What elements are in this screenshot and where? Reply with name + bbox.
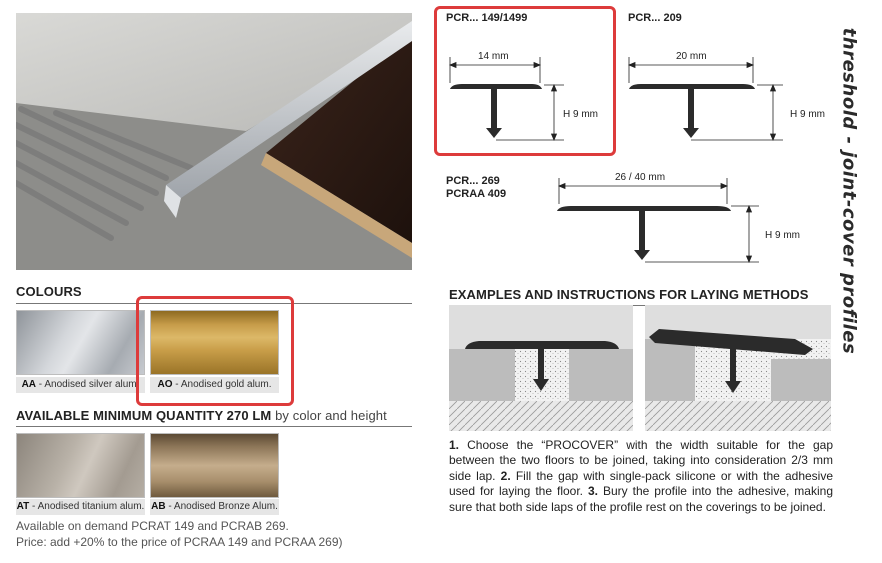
- profile-209-height: H 9 mm: [790, 109, 825, 120]
- swatch-ab-label: AB - Anodised Bronze Alum.: [150, 499, 279, 515]
- profile-209-model: PCR... 209: [628, 12, 682, 24]
- profile-269-model: PCR... 269: [446, 175, 500, 187]
- profile-149-height: H 9 mm: [563, 109, 598, 120]
- minimum-divider: [16, 426, 412, 427]
- profile-409-model: PCRAA 409: [446, 188, 507, 200]
- price-note: Price: add +20% to the price of PCRAA 149 and PCRAA 269): [16, 535, 343, 549]
- profile-149-model: PCR... 149/1499: [446, 12, 528, 24]
- swatch-ao-label: AO - Anodised gold alum.: [150, 377, 279, 393]
- laying-example-step: [645, 305, 831, 431]
- installed-profile-photo: [16, 13, 412, 270]
- laying-example-flat: [449, 305, 633, 431]
- laying-instructions: 1. Choose the “PROCOVER” with the width suitable for the gap between the two floors to be joined, taking into consideration 2/3 mm side lap. 2. Fill the gap with single-pack silicone or with the adhesive used for laying the floor. 3. Bury the profile into the adhesive, making sure that both side laps of the profile rest on the coverings to be joined.: [449, 438, 834, 514]
- swatch-at-label: AT - Anodised titanium alum.: [16, 499, 145, 515]
- profile-269-drawing: [555, 176, 805, 271]
- profile-149-drawing: [440, 55, 610, 150]
- swatch-at: [16, 433, 145, 498]
- profile-209-drawing: [625, 55, 815, 150]
- examples-title: EXAMPLES AND INSTRUCTIONS FOR LAYING METHODS: [449, 287, 809, 302]
- profile-149-width: 14 mm: [478, 51, 509, 62]
- profile-209-width: 20 mm: [676, 51, 707, 62]
- colours-title: COLOURS: [16, 284, 82, 299]
- minimum-quantity-title: AVAILABLE MINIMUM QUANTITY 270 LM by color and height: [16, 408, 387, 423]
- swatch-aa: [16, 310, 145, 375]
- side-title: threshold - joint-cover profiles: [838, 27, 860, 354]
- product-photo: [16, 13, 412, 270]
- swatch-aa-label: AA - Anodised silver alum.: [16, 377, 145, 393]
- availability-note: Available on demand PCRAT 149 and PCRAB 269.: [16, 519, 289, 533]
- swatch-ab: [150, 433, 279, 498]
- profile-269-height: H 9 mm: [765, 230, 800, 241]
- profile-269-width: 26 / 40 mm: [615, 172, 666, 183]
- highlight-box-gold: [136, 296, 294, 406]
